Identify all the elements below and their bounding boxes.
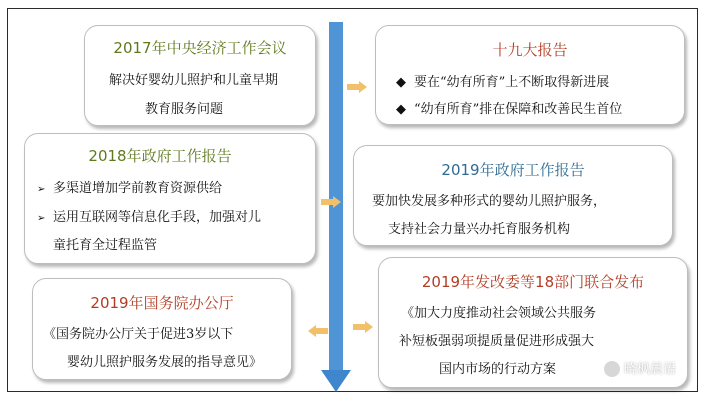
- event-card-2019-report: [353, 145, 673, 246]
- event-text-line: 多渠道增加学前教育资源供给: [53, 181, 223, 196]
- bullet-item: [396, 98, 622, 117]
- event-text-line: 童托育全过程监管: [53, 238, 158, 253]
- bullet-item: [396, 71, 609, 90]
- event-title: 十九大报告: [492, 41, 568, 59]
- connector-arrow-icon: [320, 195, 342, 209]
- bullet-item: [37, 177, 222, 196]
- event-text-line: “幼有所育”排在保障和改善民生首位: [414, 102, 623, 117]
- event-text-line: 要加快发展多种形式的婴幼儿照护服务，: [372, 194, 607, 209]
- event-text-line: 国内市场的行动方案: [439, 362, 557, 377]
- event-text-line: 要在“幼有所育”上不断取得新进展: [414, 75, 610, 90]
- diamond-bullet-icon: ◆: [396, 102, 406, 117]
- event-text-line: 运用互联网等信息化手段，加强对儿: [53, 210, 262, 225]
- event-text-line: 《加大力度推动社会领域公共服务: [401, 306, 597, 321]
- watermark-logo-icon: [604, 361, 620, 377]
- event-text-line: 支持社会力量兴办托育服务机构: [388, 222, 571, 237]
- event-card-19th-congress: [375, 25, 685, 125]
- event-title: 2019年政府工作报告: [441, 161, 585, 179]
- event-title: 2019年发改委等18部门联合发布: [421, 273, 645, 291]
- event-card-2019-state-council: [32, 278, 292, 380]
- timeline-arrow-head: [321, 370, 351, 392]
- watermark-text: 晓枫晨语: [624, 362, 677, 377]
- arrow-bullet-icon: ➢: [37, 184, 46, 195]
- event-text-line: 《国务院办公厅关于促进3岁以下: [43, 327, 234, 342]
- event-text-line: 补短板强弱项提质量促进形成强大: [399, 334, 595, 349]
- event-text-line: 解决好婴幼儿照护和儿童早期: [109, 73, 279, 88]
- bullet-item: [37, 206, 261, 225]
- event-title: 2019年国务院办公厅: [90, 294, 234, 312]
- event-card-2017-conference: [84, 25, 316, 126]
- event-text-line: 教育服务问题: [145, 102, 224, 117]
- event-title: 2018年政府工作报告: [88, 147, 232, 165]
- diamond-bullet-icon: ◆: [396, 75, 406, 90]
- arrow-bullet-icon: ➢: [37, 213, 46, 224]
- connector-arrow-icon: [352, 320, 374, 334]
- event-title: 2017年中央经济工作会议: [113, 39, 287, 57]
- event-card-2018-report: [24, 133, 316, 264]
- connector-arrow-icon: [346, 80, 368, 94]
- event-text-line: 婴幼儿照护服务发展的指导意见》: [67, 355, 263, 370]
- connector-arrow-icon: [307, 324, 329, 338]
